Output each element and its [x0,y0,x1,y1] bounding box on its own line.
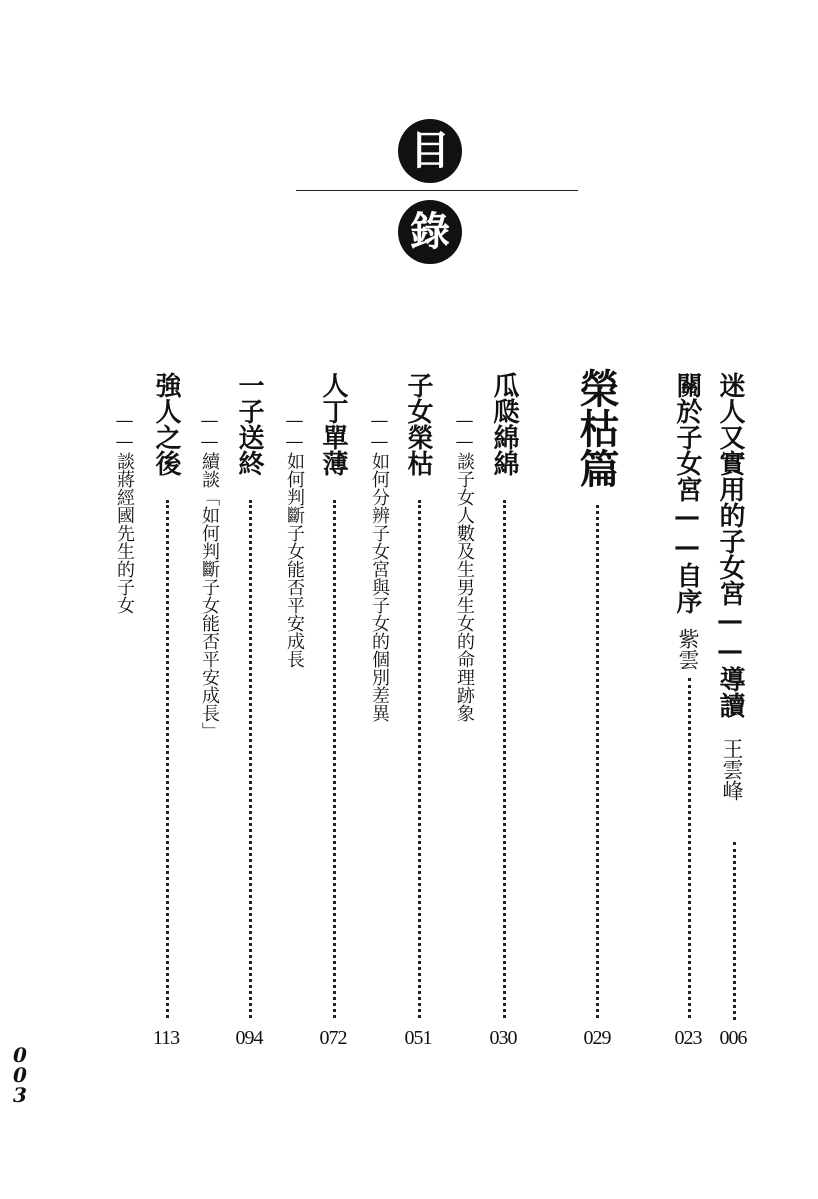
toc-page-number: 029 [583,1027,611,1049]
toc-page-number: 113 [152,1027,180,1049]
toc-leader-dots [249,500,252,1018]
folio-page-number: 003 [13,1043,27,1107]
toc-entry-title: 關於子女宮——自序 [672,372,702,614]
toc-leader-dots [688,678,691,1018]
toc-entry-subtitle: ——如何分辨子女宮與子女的個別差異 [369,410,390,722]
toc-page-number: 030 [489,1027,517,1049]
toc-entry-title: 子女榮枯 [403,372,433,476]
toc-entry-author: 紫雲 [676,628,700,670]
toc-leader-dots [166,500,169,1018]
toc-page-number: 006 [719,1027,747,1049]
section-title: 榮枯篇 [573,368,620,488]
toc-entry-subtitle: ——談蔣經國先生的子女 [114,410,135,614]
toc-page-number: 094 [235,1027,263,1049]
toc-entry-title: 瓜瓞綿綿 [489,372,519,476]
heading-divider [296,190,578,191]
toc-leader-dots [503,500,506,1018]
toc-leader-dots [733,842,736,1020]
toc-entry-subtitle: ——談子女人數及生男生女的命理跡象 [454,410,475,722]
toc-leader-dots [596,505,599,1018]
toc-entry-title: 強人之後 [151,372,181,476]
toc-entry-title: 人丁單薄 [318,372,348,476]
toc-page-number: 051 [404,1027,432,1049]
toc-entry-author: 王雲峰 [720,738,744,801]
toc-entry-subtitle: ——如何判斷子女能否平安成長 [284,410,305,668]
toc-entry-subtitle: ——續談「如何判斷子女能否平安成長」 [199,410,220,740]
heading-mu-badge: 目 [398,119,462,183]
toc-page-number: 023 [674,1027,702,1049]
toc-entry-title: 一子送終 [234,372,264,476]
toc-page-number: 072 [319,1027,347,1049]
toc-entry-title: 迷人又實用的子女宮——導讀 [715,372,745,718]
toc-leader-dots [418,500,421,1018]
heading-lu-badge: 錄 [398,200,462,264]
toc-leader-dots [333,500,336,1018]
